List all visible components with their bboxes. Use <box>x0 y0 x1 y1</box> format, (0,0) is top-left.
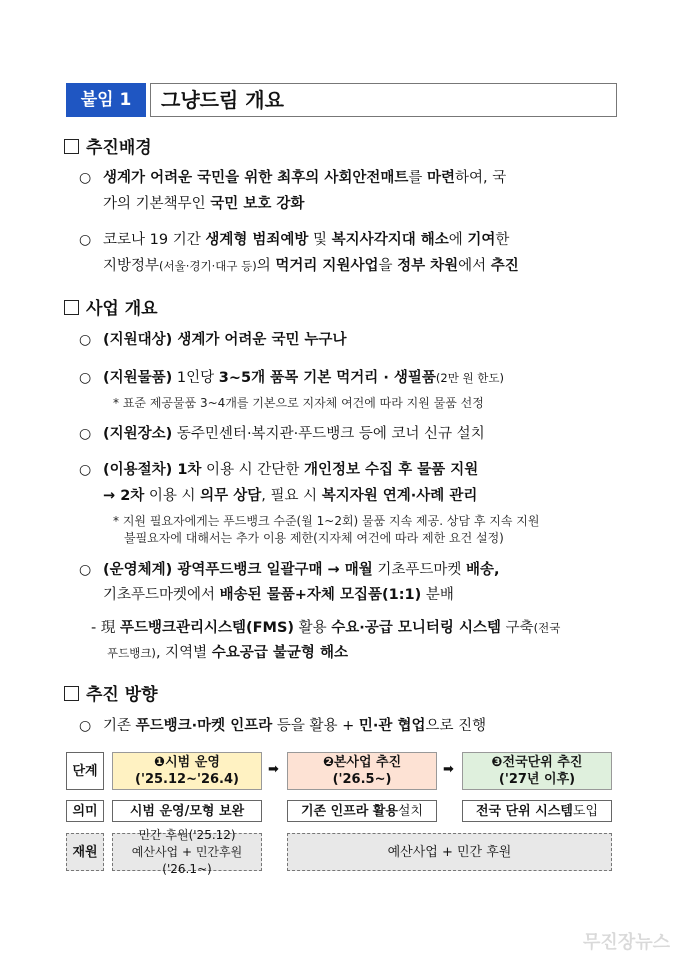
meaning-stage-1: 시범 운영/모형 보완 <box>112 800 262 822</box>
funding-stage-2-3: 예산사업 + 민간 후원 <box>287 833 612 871</box>
stage-1-box: ❶시범 운영 ('25.12~'26.4) <box>112 752 262 790</box>
circle-bullet-icon: ○ <box>79 370 92 386</box>
overview-procedure-note-1: * 지원 필요자에게는 푸드뱅크 수준(월 1~2회) 물품 지속 제공. 상담 후 지속 지원 <box>113 514 540 528</box>
overview-item-goods: (지원물품) 1인당 3~5개 품목 기본 먹거리 · 생필품(2만 원 한도) <box>103 370 504 386</box>
funding-stage-1: 민간 후원('25.12) 예산사업 + 민간후원('26.1~) <box>112 833 262 871</box>
background-item-2-line-2: 지방정부(서울·경기·대구 등)의 먹거리 지원사업을 정부 차원에서 추진 <box>103 258 519 274</box>
overview-item-operation-line-1: (운영체계) 광역푸드뱅크 일괄구매 → 매월 기초푸드마켓 배송, <box>103 562 500 578</box>
stage-3-box: ❸전국단위 추진 ('27년 이후) <box>462 752 612 790</box>
overview-operation-subitem-line-2: 푸드뱅크), 지역별 수요공급 불균형 해소 <box>107 645 348 661</box>
direction-item: 기존 푸드뱅크·마켓 인프라 등을 활용 + 민·관 협업으로 진행 <box>103 718 487 734</box>
overview-goods-note: * 표준 제공물품 3~4개를 기본으로 지자체 여건에 따라 지원 물품 선정 <box>113 396 484 410</box>
meaning-stage-2: 기존 인프라 활용 설치 <box>287 800 437 822</box>
checkbox-square-icon <box>64 139 79 154</box>
background-item-1-line-2: 가의 기본책무인 국민 보호 강화 <box>103 196 305 212</box>
overview-item-operation-line-2: 기초푸드마켓에서 배송된 물품+자체 모집품(1:1) 분배 <box>103 587 454 603</box>
section-heading-direction: 추진 방향 <box>64 684 158 706</box>
section-heading-background: 추진배경 <box>64 137 152 159</box>
title-bar <box>66 83 617 117</box>
overview-item-procedure-line-1: (이용절차) 1차 이용 시 간단한 개인정보 수집 후 물품 지원 <box>103 462 479 478</box>
checkbox-square-icon <box>64 686 79 701</box>
background-item-1-line-1: 생계가 어려운 국민을 위한 최후의 사회안전매트를 마련하여, 국 <box>103 170 507 186</box>
row-label-funding: 재원 <box>66 833 104 871</box>
overview-item-procedure-line-2: → 2차 이용 시 의무 상담, 필요 시 복지자원 연계·사례 관리 <box>103 488 478 504</box>
circle-bullet-icon: ○ <box>79 170 92 186</box>
overview-procedure-note-2: 불필요자에 대해서는 추가 이용 제한(지자체 여건에 따라 제한 요건 설정) <box>124 531 504 545</box>
circle-bullet-icon: ○ <box>79 332 92 348</box>
circle-bullet-icon: ○ <box>79 562 92 578</box>
background-item-2-line-1: 코로나 19 기간 생계형 범죄예방 및 복지사각지대 해소에 기여한 <box>103 232 510 248</box>
page-title: 그냥드림 개요 <box>150 83 617 117</box>
section-heading-overview: 사업 개요 <box>64 298 158 320</box>
row-label-stage: 단계 <box>66 752 104 790</box>
row-label-meaning: 의미 <box>66 800 104 822</box>
stage-2-box: ❷본사업 추진 ('26.5~) <box>287 752 437 790</box>
circle-bullet-icon: ○ <box>79 718 92 734</box>
circle-bullet-icon: ○ <box>79 462 92 478</box>
meaning-stage-3: 전국 단위 시스템 도입 <box>462 800 612 822</box>
arrow-right-icon: ➡ <box>268 762 279 777</box>
overview-item-place: (지원장소) 동주민센터·복지관·푸드뱅크 등에 코너 신규 설치 <box>103 426 485 442</box>
attachment-tag: 붙임 1 <box>66 83 146 117</box>
circle-bullet-icon: ○ <box>79 426 92 442</box>
watermark: 무진장뉴스 <box>583 932 670 953</box>
arrow-right-icon: ➡ <box>443 762 454 777</box>
circle-bullet-icon: ○ <box>79 232 92 248</box>
overview-operation-subitem-line-1: - 現 푸드뱅크관리시스템(FMS) 활용 수요·공급 모니터링 시스템 구축(전국 <box>91 620 561 636</box>
overview-item-target: (지원대상) 생계가 어려운 국민 누구나 <box>103 332 347 348</box>
checkbox-square-icon <box>64 300 79 315</box>
